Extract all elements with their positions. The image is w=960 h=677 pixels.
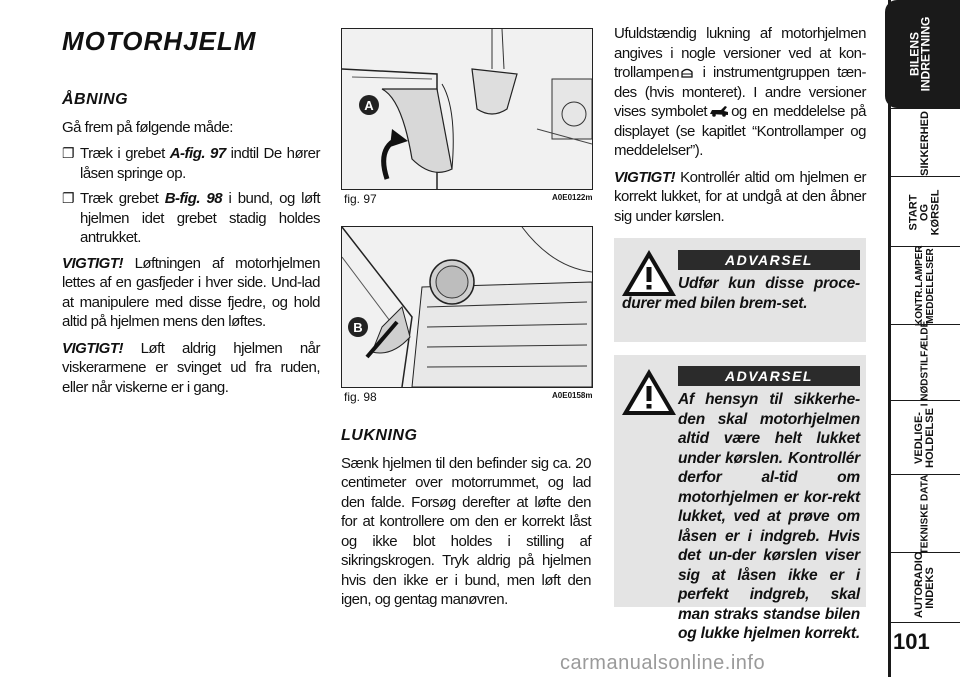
warning-box-1 [614, 238, 866, 342]
checkbox-bullet: ❐ [62, 145, 75, 161]
figure-98 [341, 226, 593, 388]
checkbox-bullet: ❐ [62, 190, 75, 206]
left-column [62, 90, 320, 404]
important-note: VIGTIGT! Løft aldrig hjelmen når viskerarmene er svinget ud fra ruden, eller når viskerne er i gang. [62, 339, 320, 396]
page-title: MOTORHJELM [62, 26, 257, 56]
warning-header: ADVARSEL [678, 250, 860, 270]
car-hood-open-icon [709, 103, 729, 115]
figure-98-code: A0E0158m [552, 391, 593, 400]
incomplete-closure-text: Ufuldstændig lukning af motorhjelmen angives i nogle versioner ved at kon-trollampen i instrumentgruppen tæn-des (hvis monteret). I andre versioner vises symbolet og en meddelelse på displayet (se kapitlet “Kontrollamper og meddelelser”). [614, 25, 866, 159]
opening-intro: Gå frem på følgende måde: [62, 118, 233, 136]
hood-lamp-icon [681, 64, 693, 75]
closing-heading: LUKNING [341, 427, 418, 444]
figure-97-code: A0E0122m [552, 193, 593, 202]
fig-reference: A-fig. 97 [169, 145, 226, 162]
list-item: ❐ Træk i grebet A-fig. 97 indtil De hører låsen springe op. [62, 145, 320, 182]
opening-heading: ÅBNING [62, 91, 129, 108]
warning-text: Udfør kun disse proce-durer med bilen brem-set. [622, 275, 860, 312]
list-item: ❐ Træk grebet B-fig. 98 i bund, og løft hjelmen idet grebet stadig holdes antrukket. [62, 190, 320, 246]
important-note: VIGTIGT! Kontrollér altid om hjelmen er korrekt lukket, for at undgå at den åbner sig under kørslen. [614, 168, 866, 225]
warning-box-2 [614, 355, 866, 642]
tab-start-og-korsel[interactable]: START OG KØRSEL [890, 176, 960, 247]
hood-release-illustration [342, 29, 592, 189]
figure-97 [341, 28, 593, 190]
closing-text: Sænk hjelmen til den befinder sig ca. 20 centimeter over motorrummet, og lad den falde. Forsøg derefter at løfte den for at kontrollere om den er korrekt låst og ikke blot holdes i stilling af sikringskrogen. Tryk aldrig på hjelmen hvis den ikke er i bund, men løft den igen, og gentag manøvren. [341, 454, 591, 608]
tab-bilens-indretning[interactable]: BILENS INDRETNING [885, 0, 960, 108]
important-note: VIGTIGT! Løftningen af motorhjelmen lettes af en gasfjeder i hver side. Und-lad at manipulere med disse fjedre, og hold altid på hjelmen mens den løftes. [62, 254, 320, 330]
hood-lever-illustration [342, 227, 592, 387]
tab-tekniske-data[interactable]: TEKNISKE DATA [890, 474, 960, 553]
right-column [614, 24, 866, 233]
middle-column [341, 426, 591, 617]
tab-vedligeholdelse[interactable]: VEDLIGE-HOLDELSE [890, 400, 960, 475]
tab-sikkerhed[interactable]: SIKKERHED [890, 108, 960, 177]
figure-97-caption: fig. 97 [344, 192, 377, 206]
warning-header: ADVARSEL [678, 366, 860, 386]
watermark: carmanualsonline.info [560, 652, 766, 674]
figure-98-caption: fig. 98 [344, 390, 377, 404]
page-number: 101 [893, 629, 930, 654]
marker-a: A [364, 98, 374, 113]
tab-bottom-rule [890, 622, 960, 624]
warning-text [622, 390, 860, 644]
tab-i-nodstilfaelde[interactable]: I NØDSTILFÆLDE [890, 324, 960, 401]
tab-autoradio-indeks[interactable]: AUTORADIO INDEKS [890, 552, 960, 623]
marker-b: B [353, 320, 363, 335]
tab-kontrollamper[interactable]: KONTR.LAMPER MEDDELELSER [890, 246, 960, 325]
warning-text-content: Af hensyn til sikkerhe-den skal motorhjelmen altid være helt lukket under kørslen. Kontrollér derfor al-tid om motorhjelmen er kor-rekt lukket, ved at prøve om låsen er i indgreb. Hvis det un-der kørslen viser sig at låsen ikke er i perfekt indgreb, skal man straks standse bilen og lukke hjelmen korrekt. [678, 391, 860, 642]
fig-reference: B-fig. 98 [164, 190, 223, 207]
